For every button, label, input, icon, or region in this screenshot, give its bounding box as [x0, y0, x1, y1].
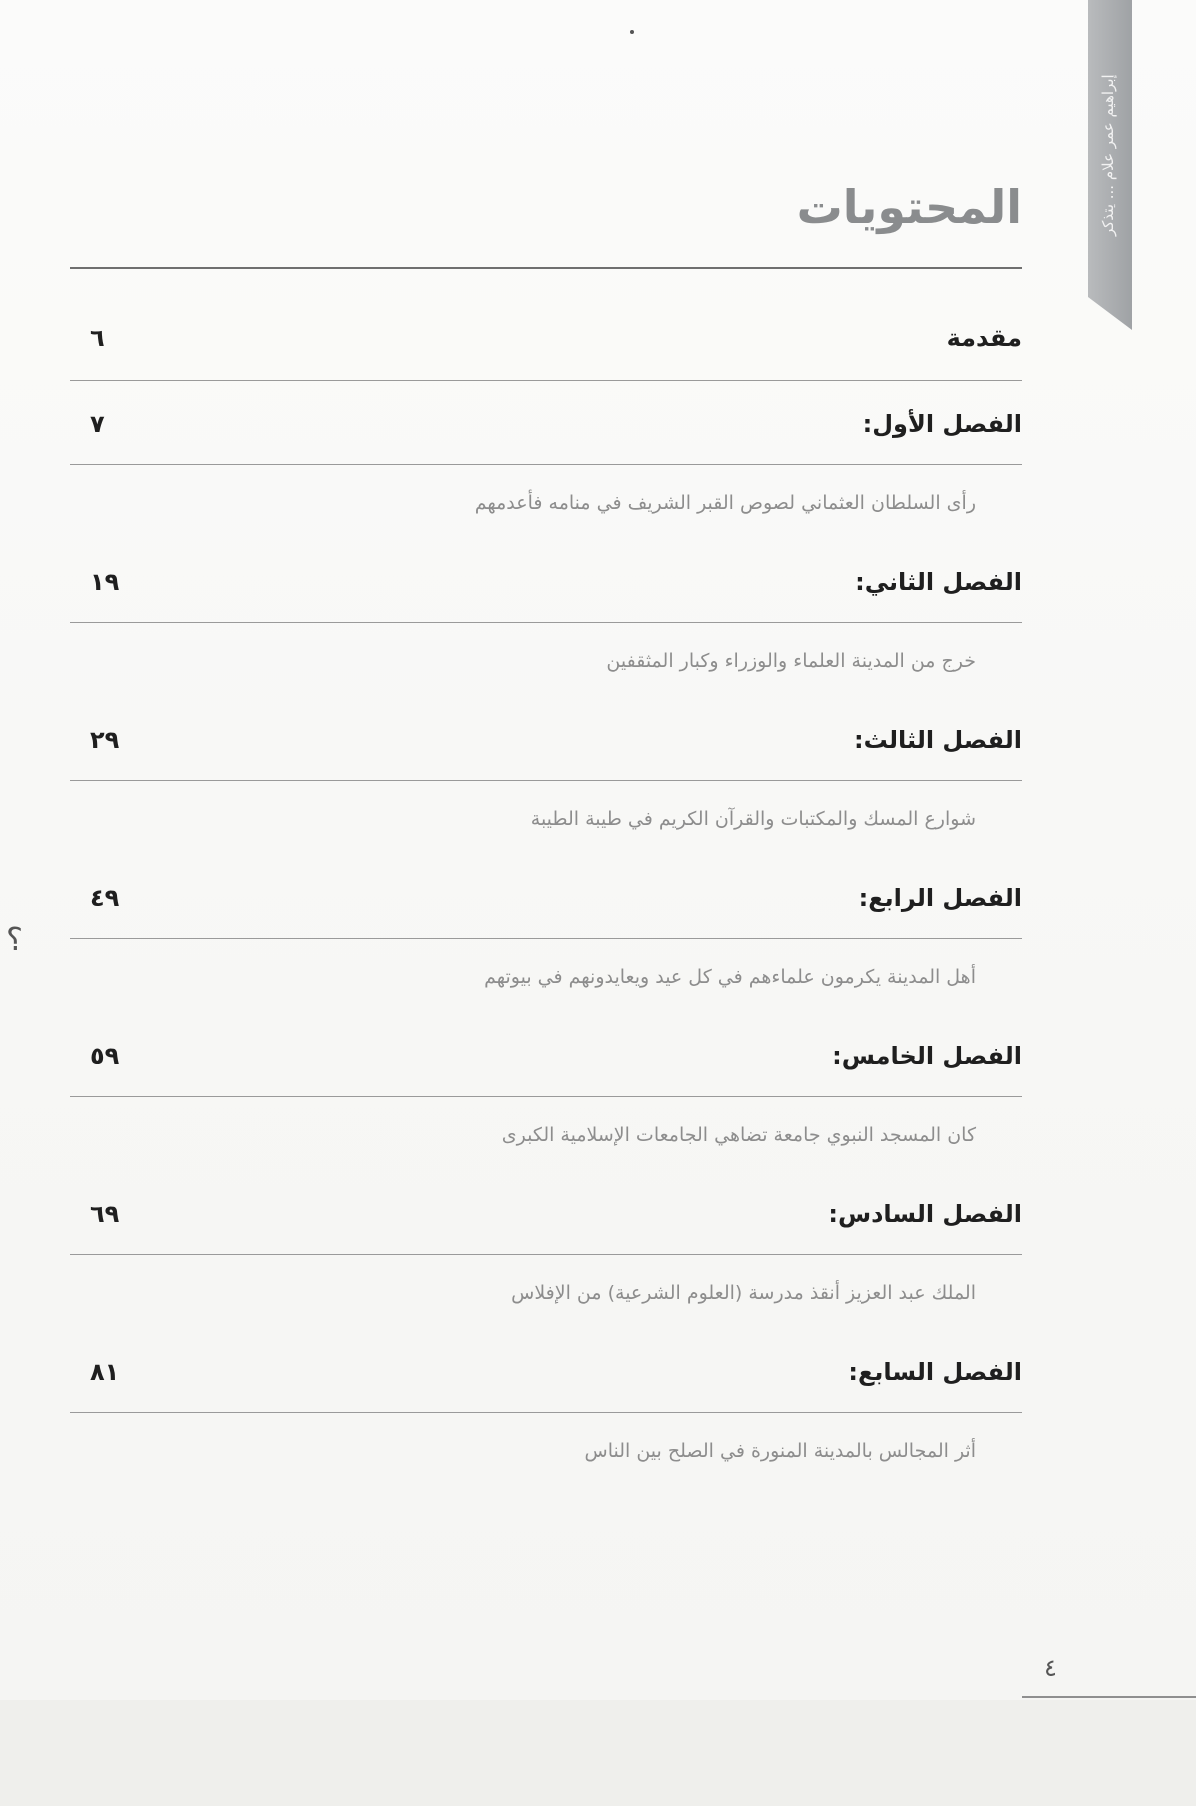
toc-divider: [70, 622, 1022, 623]
page-number: ٤: [1044, 1654, 1057, 1682]
toc-heading: الفصل السابع:: [848, 1358, 1022, 1386]
toc-divider: [70, 938, 1022, 939]
toc-heading: مقدمة: [946, 324, 1022, 352]
contents-title: المحتويات: [796, 180, 1022, 234]
ink-dot: [630, 30, 634, 34]
toc-page-number: ٧: [90, 410, 105, 438]
toc-page-number: ٨١: [90, 1358, 120, 1386]
toc-description: الملك عبد العزيز أنقذ مدرسة (العلوم الشرعية) من الإفلاس: [511, 1282, 976, 1304]
toc-heading: الفصل الرابع:: [858, 884, 1022, 912]
handwritten-mark: ؟: [6, 920, 23, 958]
toc-divider: [70, 1412, 1022, 1413]
toc-heading: الفصل الثاني:: [855, 568, 1022, 596]
toc-heading: الفصل الأول:: [862, 410, 1022, 438]
toc-page-number: ٢٩: [90, 726, 120, 754]
toc-heading: الفصل الثالث:: [854, 726, 1022, 754]
toc-page-number: ٦٩: [90, 1200, 120, 1228]
toc-divider: [70, 1254, 1022, 1255]
toc-divider: [70, 780, 1022, 781]
side-tab-label: إبراهيم عمر علام ... يتذكر: [1099, 74, 1117, 236]
toc-description: أثر المجالس بالمدينة المنورة في الصلح بين الناس: [584, 1440, 976, 1462]
toc-page-number: ٤٩: [90, 884, 120, 912]
page-number-rule: [1022, 1696, 1196, 1698]
toc-divider: [70, 464, 1022, 465]
toc-divider: [70, 380, 1022, 381]
toc-page-number: ١٩: [90, 568, 120, 596]
scan-margin: [0, 1700, 1196, 1806]
title-divider: [70, 267, 1022, 269]
toc-description: شوارع المسك والمكتبات والقرآن الكريم في طيبة الطيبة: [530, 808, 976, 830]
toc-heading: الفصل الخامس:: [832, 1042, 1022, 1070]
toc-heading: الفصل السادس:: [828, 1200, 1022, 1228]
toc-page-number: ٥٩: [90, 1042, 120, 1070]
toc-description: أهل المدينة يكرمون علماءهم في كل عيد ويعايدونهم في بيوتهم: [484, 966, 976, 988]
toc-description: رأى السلطان العثماني لصوص القبر الشريف في منامه فأعدمهم: [474, 492, 976, 514]
toc-divider: [70, 1096, 1022, 1097]
toc-page-number: ٦: [90, 324, 105, 352]
toc-description: كان المسجد النبوي جامعة تضاهي الجامعات الإسلامية الكبرى: [501, 1124, 976, 1146]
toc-description: خرج من المدينة العلماء والوزراء وكبار المثقفين: [606, 650, 976, 672]
